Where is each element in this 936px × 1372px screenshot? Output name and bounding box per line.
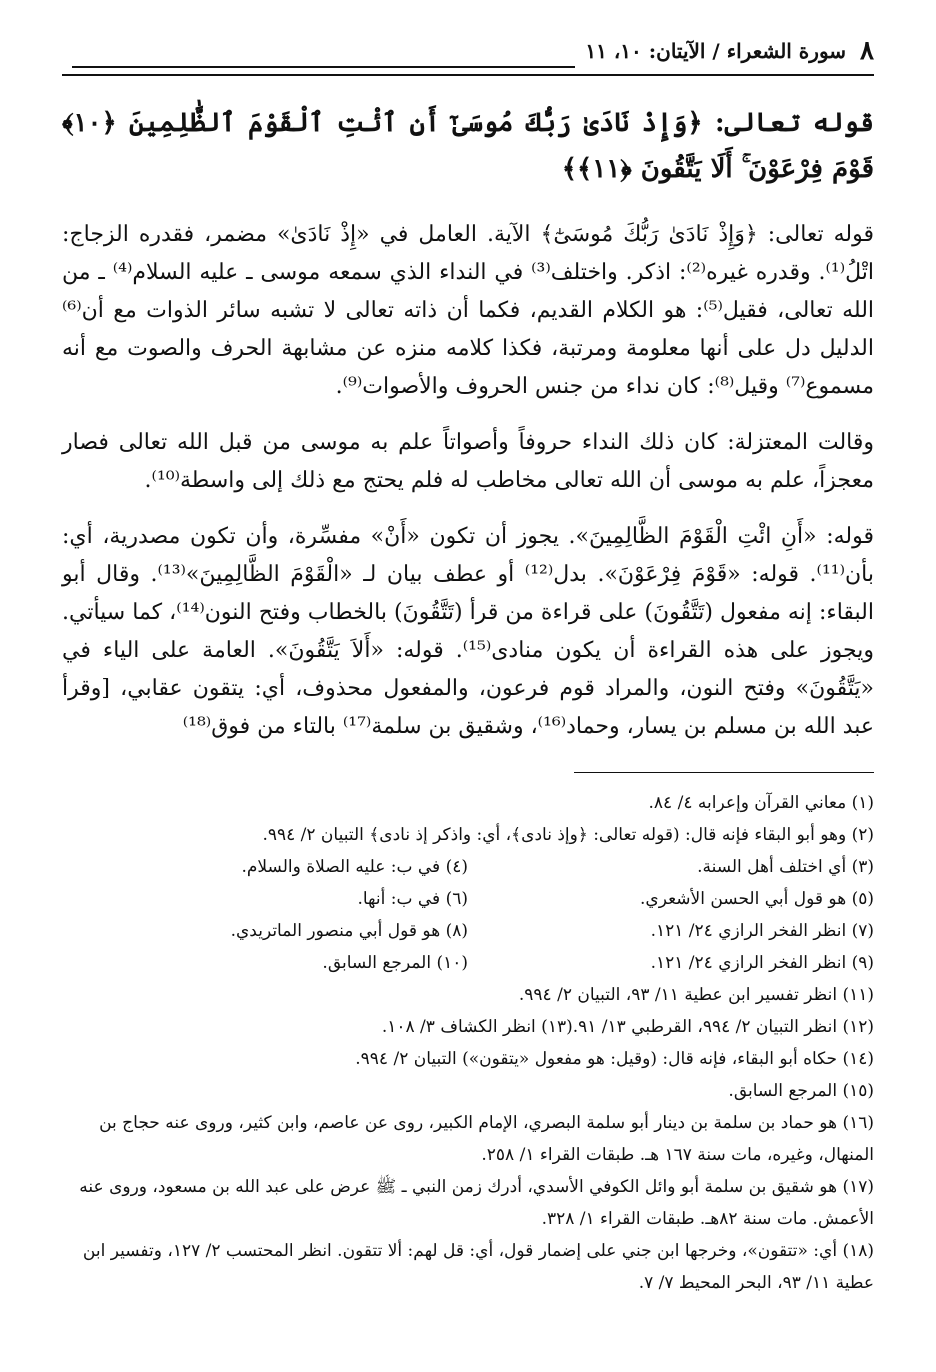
verse-intro: قوله تعالى: xyxy=(714,108,874,138)
quran-verse-block xyxy=(62,100,874,192)
header-rule xyxy=(72,66,575,68)
footnote-1: (١) معاني القرآن وإعرابه ٤/ ٨٤. xyxy=(648,793,874,813)
footnote-separator xyxy=(574,772,874,773)
footnote-12-13: (١٢) انظر التبيان ٢/ ٩٩٤، القرطبي ١٣/ ٩١.(١٣) انظر الكشاف ٣/ ١٠٨. xyxy=(381,1017,874,1037)
page-number: ٨ xyxy=(860,36,874,66)
footnote-8: (٨) هو قول أبي منصور الماتريدي. xyxy=(230,921,468,941)
footnote-3: (٣) أي اختلف أهل السنة. xyxy=(697,857,874,877)
paragraph-3: قوله: «أَنِ ائْتِ الْقَوْمَ الظَّالِمِينَ». يجوز أن تكون «أَنْ» مفسِّرة، وأن تكون مصدرية، أي: بأن⁽¹¹⁾. قوله: «قَوْمَ فِرْعَوْنَ». بدل⁽¹²⁾ أو عطف بيان لـ «الْقَوْمَ الظَّالِمِينَ»⁽¹³⁾. وقال أبو البقاء: إنه مفعول (تَتَّقُونَ) على قراءة من قرأ (تَتَّقُونَ) بالخطاب وفتح النون⁽¹⁴⁾، كما سيأتي. ويجوز على هذه القراءة أن يكون منادى⁽¹⁵⁾. قوله: «أَلاَ يَتَّقُونَ». العامة على الياء في «يَتَّقُونَ» وفتح النون، والمراد قوم فرعون، والمفعول محذوف، أي: يتقون عقابي، [وقرأ عبد الله بن مسلم بن يسار، وحماد⁽¹⁶⁾، وشقيق بن سلمة⁽¹⁷⁾ بالتاء من فوق⁽¹⁸⁾ xyxy=(62,524,874,739)
footnote-15: (١٥) المرجع السابق. xyxy=(728,1081,874,1101)
footnote-4: (٤) في ب: عليه الصلاة والسلام. xyxy=(241,857,468,877)
footnote-2: (٢) وهو أبو البقاء فإنه قال: (قوله تعالى: ﴿وإذ نادى﴾، أي: واذكر إذ نادى﴾ التبيان ٢/ ٩٩٤. xyxy=(262,825,874,845)
footnote-16: (١٦) هو حماد بن سلمة بن دينار أبو سلمة البصري، الإمام الكبير، روى عن عاصم، وابن كثير، وروى عنه حجاج بن المنهال، وغيره، مات سنة ١٦٧ هـ. طبقات القراء ١/ ٢٥٨. xyxy=(99,1113,874,1165)
footnote-row xyxy=(62,915,874,947)
footnote-row xyxy=(62,851,874,883)
paragraph-2: وقالت المعتزلة: كان ذلك النداء حروفاً وأصواتاً علم به موسى من قبل الله تعالى فصار معجزاً، علم به موسى أن الله تعالى مخاطب له فلم يحتج مع ذلك إلى واسطة⁽¹⁰⁾. xyxy=(62,430,874,493)
footnote-14: (١٤) حكاه أبو البقاء، فإنه قال: (وقيل: هو مفعول «يتقون») التبيان ٢/ ٩٩٤. xyxy=(355,1049,874,1069)
paragraph-1: قوله تعالى: ﴿وَإِذْ نَادَىٰ رَبُّكَ مُوسَىٰٓ﴾ الآية. العامل في «إِذْ نَادَىٰ» مضمر، فقدره الزجاج: اتْلُ⁽¹⁾. وقدره غيره⁽²⁾: اذكر. واختلف⁽³⁾ في النداء الذي سمعه موسى ـ عليه السلام⁽⁴⁾ ـ من الله تعالى، فقيل⁽⁵⁾: هو الكلام القديم، فكما أن ذاته تعالى لا تشبه سائر الذوات مع أن⁽⁶⁾ الدليل دل على أنها معلومة ومرتبة، فكذا كلامه منزه عن مشابهة الحرف والصوت مع أنه مسموع⁽⁷⁾ وقيل⁽⁸⁾: كان نداء من جنس الحروف والأصوات⁽⁹⁾. xyxy=(62,222,875,399)
footnote-9: (٩) انظر الفخر الرازي ٢٤/ ١٢١. xyxy=(650,953,874,973)
footnote-11: (١١) انظر تفسير ابن عطية ١١/ ٩٣، التبيان ٢/ ٩٩٤. xyxy=(518,985,874,1005)
footnote-row xyxy=(62,883,874,915)
footnotes xyxy=(62,787,874,1299)
verse-text: ﴿وَإِذْ نَادَىٰ رَبُّكَ مُوسَىٰٓ أَنِ ٱئْتِ ٱلْقَوْمَ ٱلظَّٰلِمِينَ ﴿١٠﴾ قَوْمَ فِرْعَوْنَ ۚ أَلَا يَتَّقُونَ ﴿١١﴾﴾ xyxy=(62,108,874,184)
running-title: سورة الشعراء / الآيتان: ١٠، ١١ xyxy=(585,39,847,63)
footnote-18: (١٨) أي: «تتقون»، وخرجها ابن جني على إضمار قول، أي: قل لهم: ألا تتقون. انظر المحتسب ٢/ ١٢٧، وتفسير ابن عطية ١١/ ٩٣، البحر المحيط ٧/ ٧. xyxy=(82,1241,874,1293)
footnote-row xyxy=(62,947,874,979)
footnote-7: (٧) انظر الفخر الرازي ٢٤/ ١٢١. xyxy=(650,921,874,941)
footnote-10: (١٠) المرجع السابق. xyxy=(322,953,468,973)
page-header xyxy=(62,28,874,76)
book-page xyxy=(62,28,874,1299)
footnote-6: (٦) في ب: أنها. xyxy=(357,889,468,909)
footnote-5: (٥) هو قول أبي الحسن الأشعري. xyxy=(639,889,874,909)
footnote-17: (١٧) هو شقيق بن سلمة أبو وائل الكوفي الأسدي، أدرك زمن النبي ـ ﷺ عرض على عبد الله بن مسعود، وروى عنه الأعمش. مات سنة ٨٢هـ. طبقات القراء ١/ ٣٢٨. xyxy=(79,1177,874,1229)
